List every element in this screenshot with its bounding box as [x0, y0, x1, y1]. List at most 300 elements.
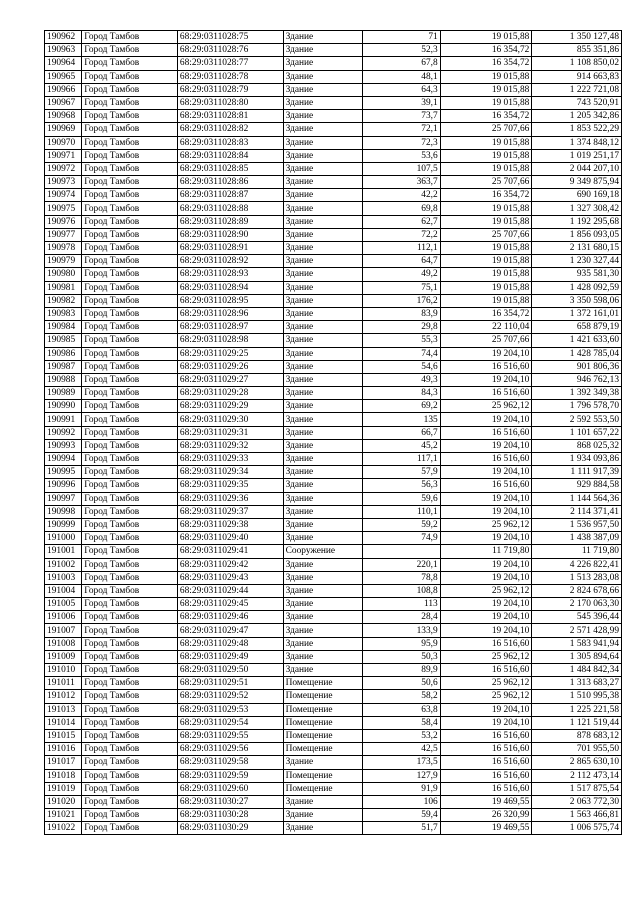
cell-cadastral-value: 1 513 283,08 — [532, 571, 622, 584]
cell-specific-value: 16 516,60 — [440, 637, 532, 650]
cell-cadastral-number: 68:29:0311029:47 — [177, 624, 283, 637]
cell-area: 117,1 — [363, 453, 441, 466]
cell-row-number: 190995 — [45, 466, 82, 479]
cell-row-number: 191009 — [45, 650, 82, 663]
cell-cadastral-value: 1 121 519,44 — [532, 716, 622, 729]
cell-specific-value: 19 204,10 — [440, 347, 532, 360]
cell-municipality: Город Тамбов — [82, 373, 178, 386]
cell-object-type: Помещение — [283, 716, 363, 729]
cell-area: 71 — [363, 31, 441, 44]
cell-area — [363, 545, 441, 558]
cell-municipality: Город Тамбов — [82, 136, 178, 149]
cell-municipality: Город Тамбов — [82, 360, 178, 373]
cell-area: 72,2 — [363, 228, 441, 241]
cell-cadastral-number: 68:29:0311028:86 — [177, 176, 283, 189]
cell-cadastral-value: 1 421 633,60 — [532, 334, 622, 347]
table-row — [45, 795, 622, 808]
cell-cadastral-number: 68:29:0311029:48 — [177, 637, 283, 650]
cell-specific-value: 19 015,88 — [440, 242, 532, 255]
cell-cadastral-number: 68:29:0311028:82 — [177, 123, 283, 136]
cell-row-number: 191003 — [45, 571, 82, 584]
cell-specific-value: 16 516,60 — [440, 664, 532, 677]
cell-cadastral-value: 2 112 473,14 — [532, 769, 622, 782]
cell-object-type: Здание — [283, 373, 363, 386]
cell-row-number: 190974 — [45, 189, 82, 202]
cell-row-number: 190983 — [45, 307, 82, 320]
cell-area: 64,7 — [363, 255, 441, 268]
cell-object-type: Здание — [283, 426, 363, 439]
cell-cadastral-number: 68:29:0311029:51 — [177, 677, 283, 690]
cell-row-number: 190980 — [45, 268, 82, 281]
cell-row-number: 190990 — [45, 400, 82, 413]
table-row — [45, 202, 622, 215]
cell-specific-value: 19 204,10 — [440, 624, 532, 637]
cell-object-type: Здание — [283, 505, 363, 518]
cell-object-type: Здание — [283, 664, 363, 677]
cell-specific-value: 16 354,72 — [440, 57, 532, 70]
cell-specific-value: 19 015,88 — [440, 149, 532, 162]
cell-cadastral-number: 68:29:0311030:28 — [177, 809, 283, 822]
cell-row-number: 190992 — [45, 426, 82, 439]
cell-municipality: Город Тамбов — [82, 294, 178, 307]
cell-cadastral-value: 878 683,12 — [532, 729, 622, 742]
cell-cadastral-number: 68:29:0311029:50 — [177, 664, 283, 677]
cell-cadastral-number: 68:29:0311029:53 — [177, 703, 283, 716]
cell-row-number: 190998 — [45, 505, 82, 518]
cell-cadastral-number: 68:29:0311029:60 — [177, 782, 283, 795]
table-row — [45, 624, 622, 637]
table-row — [45, 598, 622, 611]
cell-object-type: Здание — [283, 70, 363, 83]
cell-cadastral-value: 1 536 957,50 — [532, 518, 622, 531]
table-row — [45, 281, 622, 294]
cell-municipality: Город Тамбов — [82, 571, 178, 584]
cell-municipality: Город Тамбов — [82, 215, 178, 228]
table-row — [45, 492, 622, 505]
cell-cadastral-number: 68:29:0311028:75 — [177, 31, 283, 44]
cell-object-type: Здание — [283, 176, 363, 189]
cell-cadastral-number: 68:29:0311028:91 — [177, 242, 283, 255]
cell-specific-value: 19 015,88 — [440, 255, 532, 268]
table-row — [45, 611, 622, 624]
cell-row-number: 191010 — [45, 664, 82, 677]
table-row — [45, 334, 622, 347]
cell-object-type: Здание — [283, 466, 363, 479]
cell-area: 72,3 — [363, 136, 441, 149]
cell-area: 53,6 — [363, 149, 441, 162]
cell-object-type: Здание — [283, 795, 363, 808]
table-row — [45, 822, 622, 835]
cell-cadastral-value: 1 205 342,86 — [532, 110, 622, 123]
cell-row-number: 190972 — [45, 162, 82, 175]
cell-object-type: Здание — [283, 57, 363, 70]
cell-row-number: 190993 — [45, 439, 82, 452]
cell-object-type: Помещение — [283, 677, 363, 690]
cell-area: 83,9 — [363, 307, 441, 320]
cell-object-type: Здание — [283, 123, 363, 136]
cell-specific-value: 19 015,88 — [440, 162, 532, 175]
cell-municipality: Город Тамбов — [82, 83, 178, 96]
cell-object-type: Здание — [283, 162, 363, 175]
cell-area: 106 — [363, 795, 441, 808]
cell-cadastral-number: 68:29:0311028:76 — [177, 44, 283, 57]
cell-cadastral-number: 68:29:0311029:45 — [177, 598, 283, 611]
cell-area: 29,8 — [363, 321, 441, 334]
cell-cadastral-value: 11 719,80 — [532, 545, 622, 558]
cell-object-type: Помещение — [283, 703, 363, 716]
cell-object-type: Здание — [283, 255, 363, 268]
cell-row-number: 191015 — [45, 729, 82, 742]
cell-municipality: Город Тамбов — [82, 782, 178, 795]
cell-cadastral-number: 68:29:0311028:93 — [177, 268, 283, 281]
cell-municipality: Город Тамбов — [82, 334, 178, 347]
cell-cadastral-number: 68:29:0311028:81 — [177, 110, 283, 123]
cell-area: 59,2 — [363, 518, 441, 531]
table-row — [45, 268, 622, 281]
cell-specific-value: 19 204,10 — [440, 558, 532, 571]
cell-cadastral-number: 68:29:0311029:30 — [177, 413, 283, 426]
cell-cadastral-value: 3 350 598,06 — [532, 294, 622, 307]
cell-cadastral-number: 68:29:0311029:42 — [177, 558, 283, 571]
cell-cadastral-number: 68:29:0311029:58 — [177, 756, 283, 769]
cell-object-type: Здание — [283, 532, 363, 545]
cell-object-type: Здание — [283, 492, 363, 505]
cell-row-number: 190988 — [45, 373, 82, 386]
cell-cadastral-value: 1 019 251,17 — [532, 149, 622, 162]
cell-row-number: 191002 — [45, 558, 82, 571]
cell-cadastral-value: 2 865 630,10 — [532, 756, 622, 769]
cell-specific-value: 16 516,60 — [440, 426, 532, 439]
cell-municipality: Город Тамбов — [82, 70, 178, 83]
cell-area: 67,8 — [363, 57, 441, 70]
cell-object-type: Здание — [283, 584, 363, 597]
table-row — [45, 809, 622, 822]
cell-cadastral-value: 1 225 221,58 — [532, 703, 622, 716]
cell-specific-value: 19 204,10 — [440, 703, 532, 716]
cell-row-number: 191018 — [45, 769, 82, 782]
cell-object-type: Здание — [283, 413, 363, 426]
cell-row-number: 191004 — [45, 584, 82, 597]
cell-cadastral-number: 68:29:0311029:43 — [177, 571, 283, 584]
cell-cadastral-number: 68:29:0311029:36 — [177, 492, 283, 505]
cell-row-number: 191014 — [45, 716, 82, 729]
table-row — [45, 518, 622, 531]
cell-area: 72,1 — [363, 123, 441, 136]
cell-row-number: 190976 — [45, 215, 82, 228]
cell-row-number: 190997 — [45, 492, 82, 505]
cell-municipality: Город Тамбов — [82, 347, 178, 360]
cell-municipality: Город Тамбов — [82, 453, 178, 466]
cell-area: 113 — [363, 598, 441, 611]
cell-object-type: Здание — [283, 215, 363, 228]
cell-area: 28,4 — [363, 611, 441, 624]
cell-area: 69,8 — [363, 202, 441, 215]
cell-municipality: Город Тамбов — [82, 321, 178, 334]
cell-object-type: Здание — [283, 518, 363, 531]
cell-cadastral-number: 68:29:0311028:97 — [177, 321, 283, 334]
cell-municipality: Город Тамбов — [82, 387, 178, 400]
cell-specific-value: 19 015,88 — [440, 83, 532, 96]
cell-cadastral-value: 4 226 822,41 — [532, 558, 622, 571]
cell-cadastral-value: 901 806,36 — [532, 360, 622, 373]
cell-specific-value: 25 707,66 — [440, 176, 532, 189]
cell-row-number: 191000 — [45, 532, 82, 545]
cell-object-type: Здание — [283, 307, 363, 320]
cell-specific-value: 11 719,80 — [440, 545, 532, 558]
cell-object-type: Здание — [283, 822, 363, 835]
cell-municipality: Город Тамбов — [82, 809, 178, 822]
table-row — [45, 215, 622, 228]
cell-cadastral-value: 1 108 850,02 — [532, 57, 622, 70]
table-row — [45, 176, 622, 189]
cell-specific-value: 19 015,88 — [440, 31, 532, 44]
cell-row-number: 190989 — [45, 387, 82, 400]
table-row — [45, 400, 622, 413]
cell-row-number: 191020 — [45, 795, 82, 808]
table-row — [45, 479, 622, 492]
cell-object-type: Здание — [283, 809, 363, 822]
cell-object-type: Здание — [283, 202, 363, 215]
cell-cadastral-value: 1 192 295,68 — [532, 215, 622, 228]
cell-municipality: Город Тамбов — [82, 598, 178, 611]
table-row — [45, 387, 622, 400]
cell-municipality: Город Тамбов — [82, 255, 178, 268]
cell-area: 84,3 — [363, 387, 441, 400]
cell-object-type: Здание — [283, 96, 363, 109]
cell-specific-value: 19 015,88 — [440, 202, 532, 215]
cell-municipality: Город Тамбов — [82, 281, 178, 294]
cell-cadastral-number: 68:29:0311029:33 — [177, 453, 283, 466]
table-row — [45, 729, 622, 742]
table-row — [45, 31, 622, 44]
cell-object-type: Здание — [283, 136, 363, 149]
table-row — [45, 637, 622, 650]
cell-specific-value: 16 354,72 — [440, 189, 532, 202]
cell-cadastral-number: 68:29:0311029:52 — [177, 690, 283, 703]
table-row — [45, 189, 622, 202]
table-row — [45, 83, 622, 96]
cell-cadastral-value: 1 327 308,42 — [532, 202, 622, 215]
cell-area: 110,1 — [363, 505, 441, 518]
cell-cadastral-value: 2 063 772,30 — [532, 795, 622, 808]
cell-object-type: Здание — [283, 228, 363, 241]
cell-cadastral-number: 68:29:0311029:49 — [177, 650, 283, 663]
table-row — [45, 690, 622, 703]
table-row — [45, 743, 622, 756]
cell-row-number: 191022 — [45, 822, 82, 835]
cell-specific-value: 19 204,10 — [440, 439, 532, 452]
table-row — [45, 545, 622, 558]
cell-municipality: Город Тамбов — [82, 189, 178, 202]
cell-municipality: Город Тамбов — [82, 57, 178, 70]
cell-row-number: 190971 — [45, 149, 82, 162]
cell-area: 50,6 — [363, 677, 441, 690]
cell-cadastral-number: 68:29:0311028:94 — [177, 281, 283, 294]
cell-cadastral-number: 68:29:0311028:84 — [177, 149, 283, 162]
cell-row-number: 191006 — [45, 611, 82, 624]
cell-object-type: Помещение — [283, 782, 363, 795]
cell-cadastral-number: 68:29:0311028:96 — [177, 307, 283, 320]
cell-object-type: Здание — [283, 44, 363, 57]
cell-object-type: Здание — [283, 268, 363, 281]
cell-cadastral-value: 946 762,13 — [532, 373, 622, 386]
cell-row-number: 191005 — [45, 598, 82, 611]
cell-row-number: 190975 — [45, 202, 82, 215]
cell-area: 49,3 — [363, 373, 441, 386]
cell-specific-value: 25 707,66 — [440, 334, 532, 347]
cell-row-number: 190985 — [45, 334, 82, 347]
cell-cadastral-number: 68:29:0311029:41 — [177, 545, 283, 558]
cell-object-type: Здание — [283, 387, 363, 400]
cell-cadastral-number: 68:29:0311028:80 — [177, 96, 283, 109]
cell-cadastral-value: 1 438 387,09 — [532, 532, 622, 545]
table-row — [45, 228, 622, 241]
cell-object-type: Здание — [283, 321, 363, 334]
cell-row-number: 190999 — [45, 518, 82, 531]
cell-area: 52,3 — [363, 44, 441, 57]
cell-municipality: Город Тамбов — [82, 202, 178, 215]
cell-municipality: Город Тамбов — [82, 176, 178, 189]
cell-cadastral-value: 1 374 848,12 — [532, 136, 622, 149]
cell-municipality: Город Тамбов — [82, 426, 178, 439]
cell-area: 363,7 — [363, 176, 441, 189]
cell-cadastral-number: 68:29:0311029:40 — [177, 532, 283, 545]
cell-cadastral-value: 2 592 553,50 — [532, 413, 622, 426]
cell-row-number: 190981 — [45, 281, 82, 294]
cell-cadastral-number: 68:29:0311028:92 — [177, 255, 283, 268]
table-row — [45, 716, 622, 729]
cell-municipality: Город Тамбов — [82, 545, 178, 558]
cell-row-number: 190964 — [45, 57, 82, 70]
cell-row-number: 190973 — [45, 176, 82, 189]
cell-municipality: Город Тамбов — [82, 650, 178, 663]
cell-area: 135 — [363, 413, 441, 426]
cell-specific-value: 25 962,12 — [440, 677, 532, 690]
table-row — [45, 558, 622, 571]
cell-area: 49,2 — [363, 268, 441, 281]
cell-municipality: Город Тамбов — [82, 637, 178, 650]
cell-municipality: Город Тамбов — [82, 110, 178, 123]
cell-object-type: Здание — [283, 479, 363, 492]
cell-specific-value: 22 110,04 — [440, 321, 532, 334]
cell-cadastral-value: 1 101 657,22 — [532, 426, 622, 439]
cell-area: 64,3 — [363, 83, 441, 96]
cell-row-number: 190969 — [45, 123, 82, 136]
cell-row-number: 191016 — [45, 743, 82, 756]
cell-municipality: Город Тамбов — [82, 532, 178, 545]
cell-cadastral-number: 68:29:0311029:35 — [177, 479, 283, 492]
cell-cadastral-number: 68:29:0311028:90 — [177, 228, 283, 241]
cell-row-number: 190965 — [45, 70, 82, 83]
cell-cadastral-value: 658 879,19 — [532, 321, 622, 334]
cell-cadastral-value: 1 510 995,38 — [532, 690, 622, 703]
table-row — [45, 242, 622, 255]
cell-cadastral-number: 68:29:0311029:38 — [177, 518, 283, 531]
cell-cadastral-number: 68:29:0311028:85 — [177, 162, 283, 175]
cell-specific-value: 25 707,66 — [440, 123, 532, 136]
cell-object-type: Здание — [283, 650, 363, 663]
table-row — [45, 373, 622, 386]
cell-municipality: Город Тамбов — [82, 492, 178, 505]
cell-cadastral-value: 1 006 575,74 — [532, 822, 622, 835]
cell-row-number: 190986 — [45, 347, 82, 360]
cell-municipality: Город Тамбов — [82, 400, 178, 413]
cell-cadastral-value: 1 484 842,34 — [532, 664, 622, 677]
cell-area: 69,2 — [363, 400, 441, 413]
cell-area: 176,2 — [363, 294, 441, 307]
table-row — [45, 255, 622, 268]
cell-cadastral-value: 9 349 875,94 — [532, 176, 622, 189]
cell-object-type: Помещение — [283, 743, 363, 756]
cell-specific-value: 19 204,10 — [440, 611, 532, 624]
cell-cadastral-number: 68:29:0311029:26 — [177, 360, 283, 373]
cell-object-type: Здание — [283, 294, 363, 307]
cell-cadastral-number: 68:29:0311029:25 — [177, 347, 283, 360]
cell-object-type: Здание — [283, 598, 363, 611]
cell-specific-value: 25 707,66 — [440, 228, 532, 241]
cell-specific-value: 19 015,88 — [440, 70, 532, 83]
cell-object-type: Здание — [283, 31, 363, 44]
cell-specific-value: 25 962,12 — [440, 690, 532, 703]
cell-object-type: Помещение — [283, 729, 363, 742]
cell-object-type: Здание — [283, 347, 363, 360]
cell-row-number: 190962 — [45, 31, 82, 44]
cell-specific-value: 19 204,10 — [440, 373, 532, 386]
cell-area: 75,1 — [363, 281, 441, 294]
cell-specific-value: 19 015,88 — [440, 96, 532, 109]
cell-specific-value: 19 204,10 — [440, 466, 532, 479]
table-body — [45, 31, 622, 835]
cell-object-type: Здание — [283, 281, 363, 294]
cell-area: 42,5 — [363, 743, 441, 756]
cell-cadastral-value: 868 025,32 — [532, 439, 622, 452]
table-row — [45, 505, 622, 518]
cell-area: 51,7 — [363, 822, 441, 835]
cell-specific-value: 16 516,60 — [440, 756, 532, 769]
cell-specific-value: 19 469,55 — [440, 795, 532, 808]
cell-row-number: 190994 — [45, 453, 82, 466]
cell-cadastral-number: 68:29:0311028:98 — [177, 334, 283, 347]
table-row — [45, 307, 622, 320]
cell-cadastral-value: 2 044 207,10 — [532, 162, 622, 175]
cell-municipality: Город Тамбов — [82, 795, 178, 808]
cell-cadastral-number: 68:29:0311029:59 — [177, 769, 283, 782]
cell-specific-value: 16 516,60 — [440, 743, 532, 756]
cell-specific-value: 19 015,88 — [440, 281, 532, 294]
cell-cadastral-value: 2 571 428,99 — [532, 624, 622, 637]
cell-cadastral-value: 1 313 683,27 — [532, 677, 622, 690]
cell-area: 66,7 — [363, 426, 441, 439]
cell-municipality: Город Тамбов — [82, 162, 178, 175]
table-row — [45, 347, 622, 360]
cell-municipality: Город Тамбов — [82, 729, 178, 742]
cell-cadastral-number: 68:29:0311030:27 — [177, 795, 283, 808]
cell-municipality: Город Тамбов — [82, 439, 178, 452]
cell-specific-value: 19 015,88 — [440, 294, 532, 307]
cell-municipality: Город Тамбов — [82, 716, 178, 729]
cell-row-number: 190966 — [45, 83, 82, 96]
cell-municipality: Город Тамбов — [82, 769, 178, 782]
cell-cadastral-value: 545 396,44 — [532, 611, 622, 624]
cell-cadastral-value: 1 350 127,48 — [532, 31, 622, 44]
cell-cadastral-number: 68:29:0311029:44 — [177, 584, 283, 597]
cell-municipality: Город Тамбов — [82, 756, 178, 769]
cell-area: 63,8 — [363, 703, 441, 716]
cell-cadastral-value: 1 428 785,04 — [532, 347, 622, 360]
cell-cadastral-value: 701 955,50 — [532, 743, 622, 756]
cell-object-type: Здание — [283, 453, 363, 466]
cell-municipality: Город Тамбов — [82, 307, 178, 320]
